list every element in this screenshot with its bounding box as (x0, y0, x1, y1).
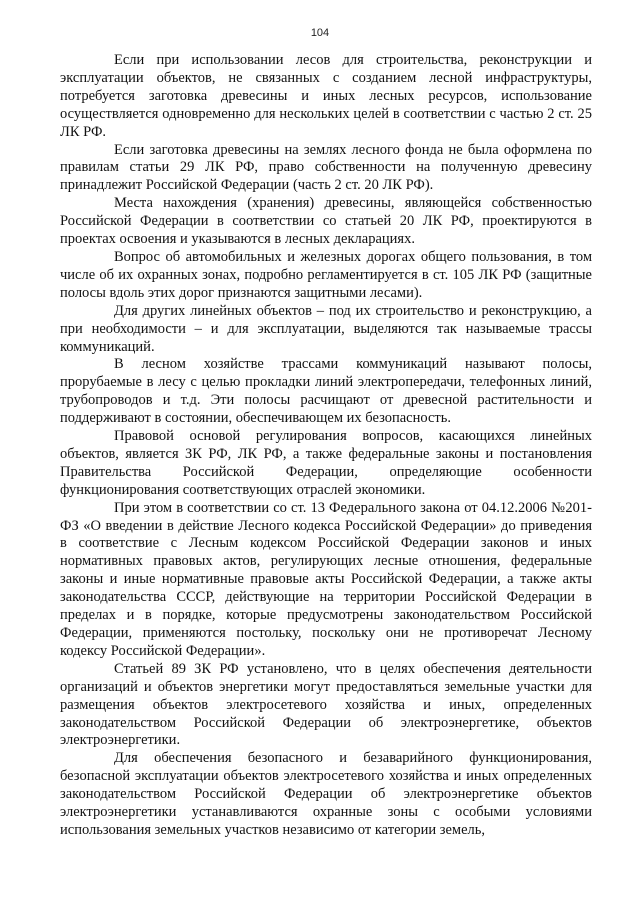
paragraph: Для обеспечения безопасного и безаварийного функционирования, безопасной эксплуатации объектов электросетевого хозяйства и иных определенных законодательством Российской Федерации об электроэнергетике объектов электроэнергетики устанавливаются охранные зоны с особыми условиями использования земельных участков независимо от категории земель, (60, 750, 592, 838)
paragraph: В лесном хозяйстве трассами коммуникаций называют полосы, прорубаемые в лесу с целью прокладки линий электропередачи, телефонных линий, трубопроводов и т.д. Эти полосы расчищают от древесной растительности и поддерживают в состоянии, обеспечивающем их безопасность. (60, 356, 592, 427)
page-number: 104 (310, 27, 330, 39)
paragraph: Места нахождения (хранения) древесины, являющейся собственностью Российской Федерации в соответствии со статьей 20 ЛК РФ, проектируются в проектах освоения и указываются в лесных декларациях. (60, 195, 592, 248)
paragraph: Для других линейных объектов – под их строительство и реконструкцию, а при необходимости – и для эксплуатации, выделяются так называемые трассы коммуникаций. (60, 302, 592, 355)
paragraph: При этом в соответствии со ст. 13 Федерального закона от 04.12.2006 №201-ФЗ «О введении в действие Лесного кодекса Российской Федерации» до приведения в соответствие с Лесным кодексом Российской Федерации законов и иных нормативных правовых актов, регулирующих лесные отношения, федеральные законы и иные нормативные правовые акты Российской Федерации, а также акты законодательства СССР, действующие на территории Российской Федерации в пределах и в порядке, которые предусмотрены законодательством Российской Федерации, применяются постольку, поскольку они не противоречат Лесному кодексу Российской Федерации». (60, 499, 592, 659)
paragraph: Если заготовка древесины на землях лесного фонда не была оформлена по правилам статьи 29 ЛК РФ, право собственности на полученную древесину принадлежит Российской Федерации (часть 2 ст. 20 ЛК РФ). (60, 141, 592, 194)
paragraph: Если при использовании лесов для строительства, реконструкции и эксплуатации объектов, не связанных с созданием лесной инфраструктуры, потребуется заготовка древесины и иных лесных ресурсов, использование осуществляется одновременно для нескольких целей в соответствии с частью 2 ст. 25 ЛК РФ. (60, 52, 592, 140)
paragraph: Правовой основой регулирования вопросов, касающихся линейных объектов, является ЗК РФ, ЛК РФ, а также федеральные законы и постановления Правительства Российской Федерации, определяющие особенности функционирования соответствующих отраслей экономики. (60, 428, 592, 498)
body-text (60, 52, 592, 840)
paragraph: Статьей 89 ЗК РФ установлено, что в целях обеспечения деятельности организаций и объектов энергетики могут предоставляться земельные участки для размещения объектов электросетевого хозяйства и иных, определенных законодательством Российской Федерации об электроэнергетике, объектов электроэнергетики. (60, 660, 592, 749)
paragraph: Вопрос об автомобильных и железных дорогах общего пользования, в том числе об их охранных зонах, подробно регламентируется в ст. 105 ЛК РФ (защитные полосы вдоль этих дорог признаются защитными лесами). (60, 248, 592, 301)
